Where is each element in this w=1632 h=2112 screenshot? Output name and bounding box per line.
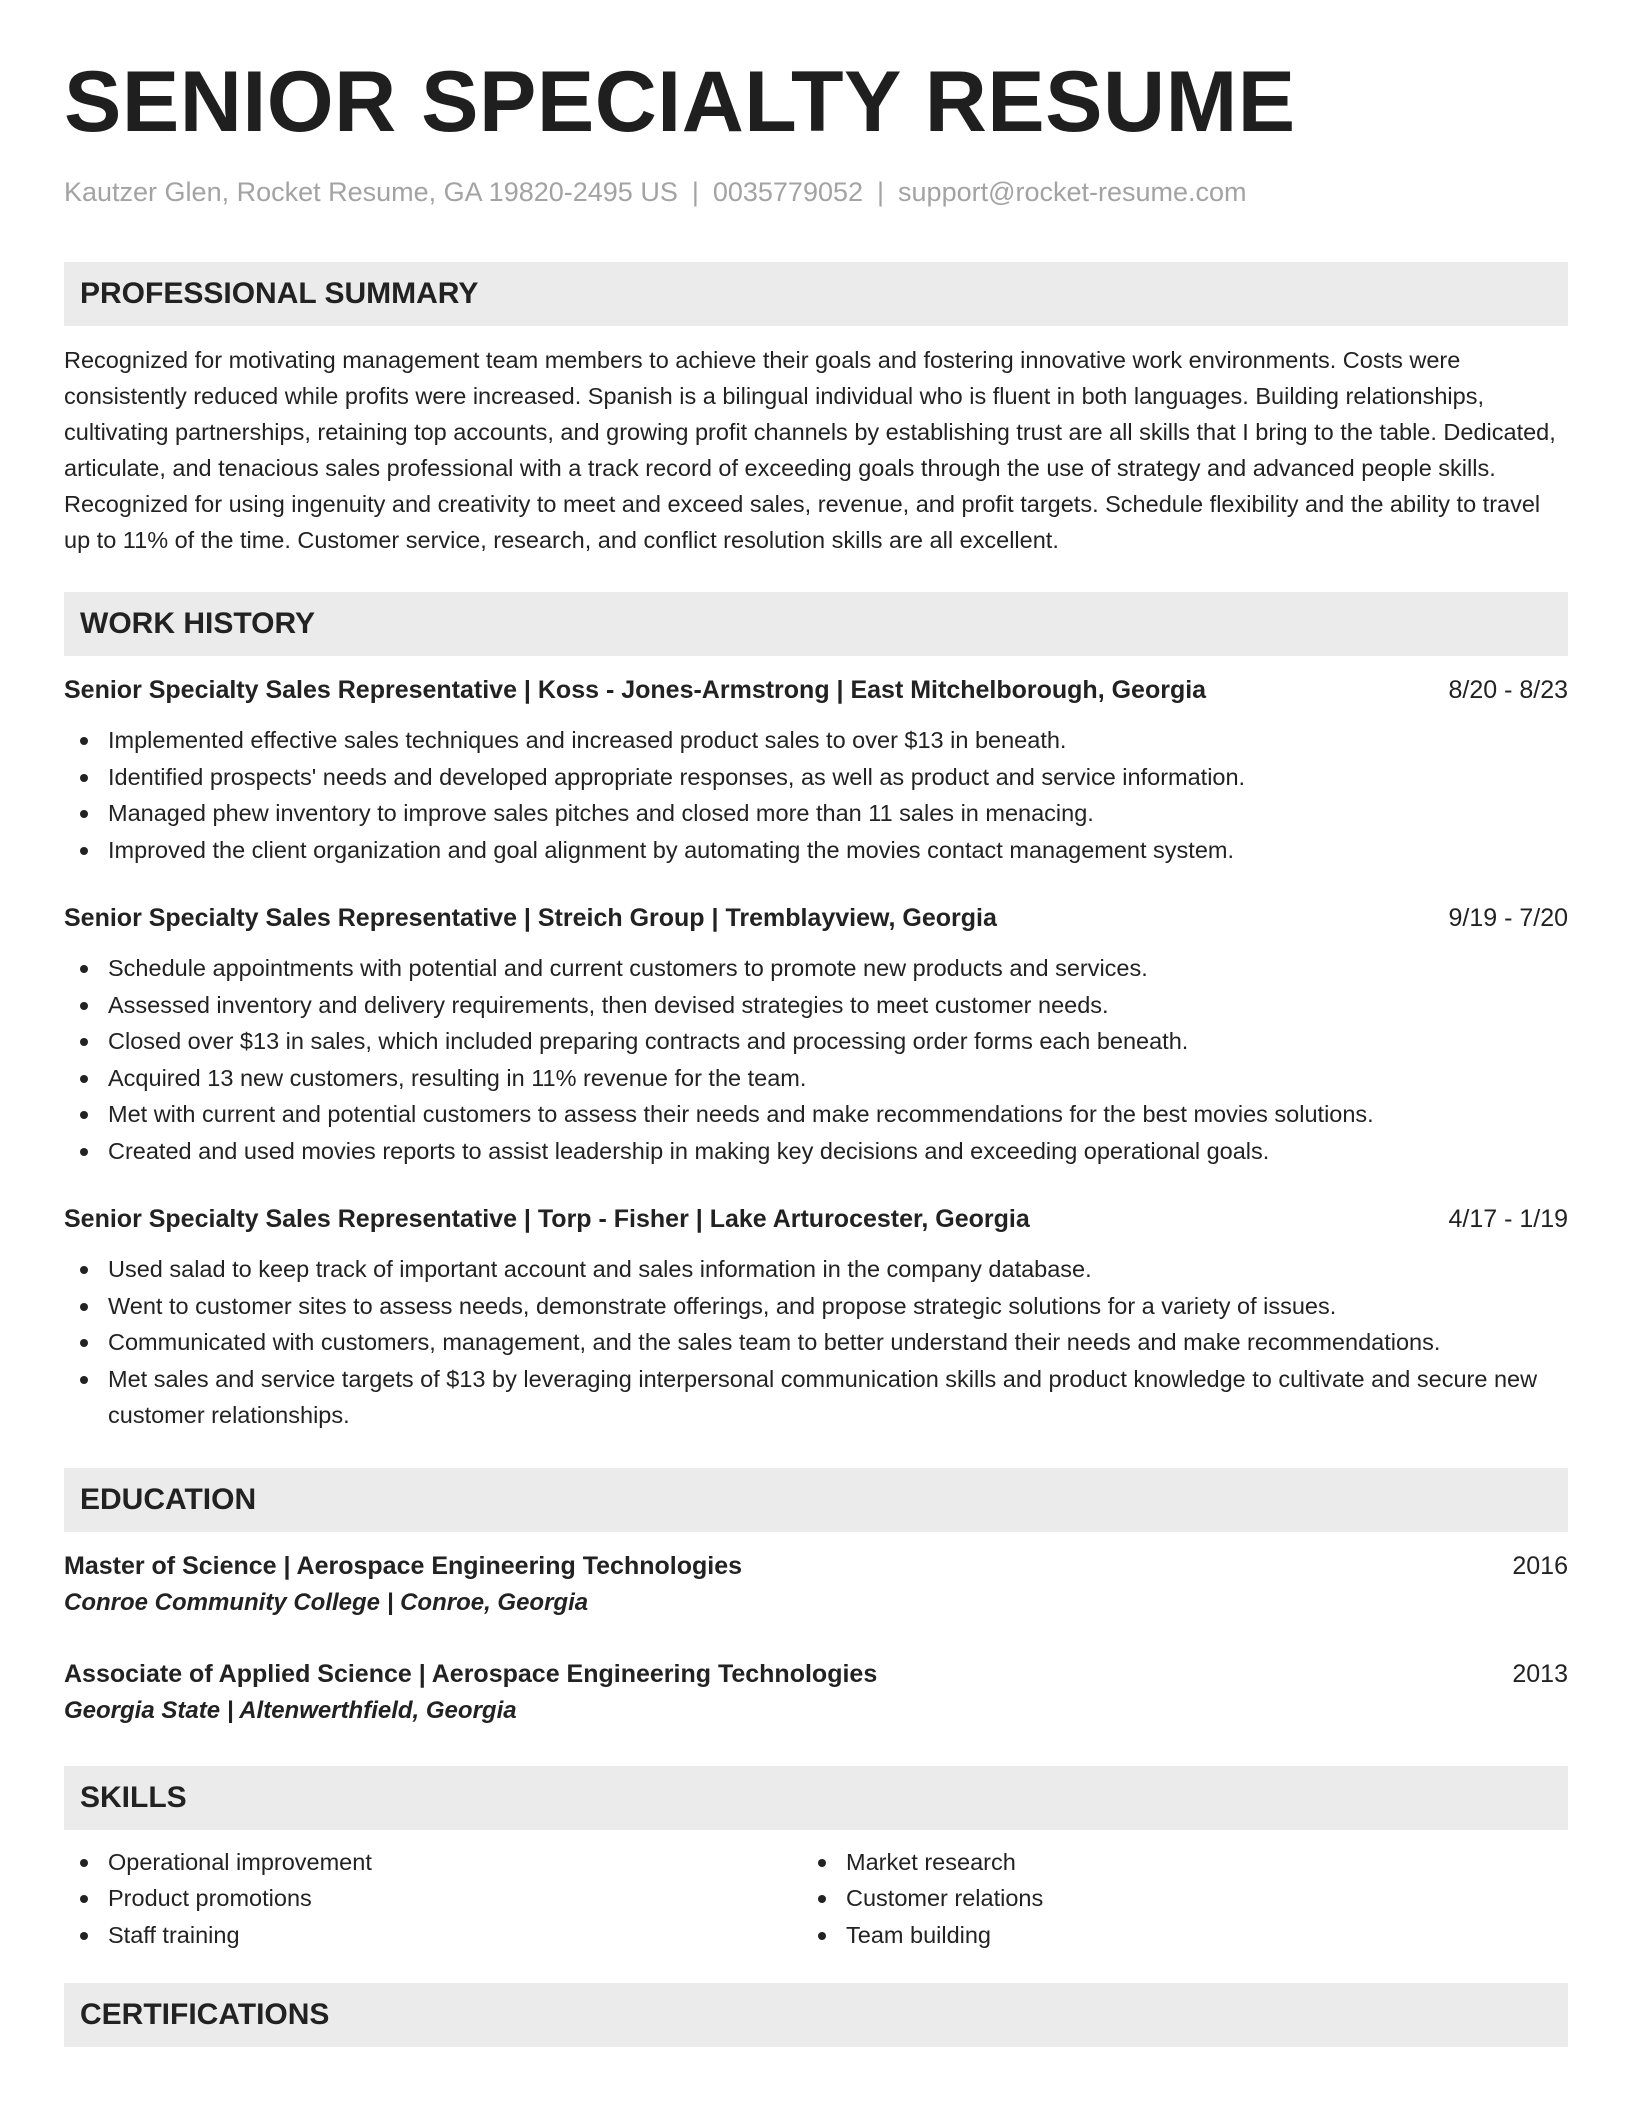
education-year: 2016	[1512, 1551, 1568, 1580]
skill-item: Operational improvement	[64, 1844, 802, 1881]
job-dates: 9/19 - 7/20	[1448, 904, 1568, 932]
skill-item: Product promotions	[64, 1880, 802, 1917]
education-entry	[64, 1548, 1568, 1622]
list-item: Acquired 13 new customers, resulting in 11% revenue for the team.	[64, 1060, 1568, 1097]
list-item: Schedule appointments with potential and current customers to promote new products and services.	[64, 950, 1568, 987]
job-dates: 4/17 - 1/19	[1448, 1205, 1568, 1233]
skills-grid	[64, 1844, 1568, 1954]
list-item: Met sales and service targets of $13 by leveraging interpersonal communication skills and product knowledge to cultivate and secure new customer relationships.	[64, 1361, 1568, 1434]
job-entry	[64, 672, 1568, 868]
job-heading	[64, 1201, 1568, 1237]
section-header-certifications: CERTIFICATIONS	[64, 1983, 1568, 2047]
job-dates: 8/20 - 8/23	[1448, 676, 1568, 704]
section-header-education: EDUCATION	[64, 1468, 1568, 1532]
education-heading	[64, 1656, 1568, 1692]
job-bullets	[64, 722, 1568, 868]
contact-address: Kautzer Glen, Rocket Resume, GA 19820-2495 US	[64, 177, 678, 207]
job-bullets	[64, 950, 1568, 1169]
job-title: Senior Specialty Sales Representative | Koss - Jones-Armstrong | East Mitchelborough, Georgia	[64, 676, 1207, 704]
contact-line	[64, 174, 1568, 210]
education-school: Georgia State | Altenwerthfield, Georgia	[64, 1696, 517, 1724]
skill-item: Team building	[802, 1917, 1540, 1954]
education-school: Conroe Community College | Conroe, Georgia	[64, 1588, 589, 1616]
job-entry	[64, 1201, 1568, 1434]
list-item: Communicated with customers, management, and the sales team to better understand their needs and make recommendations.	[64, 1324, 1568, 1361]
list-item: Closed over $13 in sales, which included preparing contracts and processing order forms each beneath.	[64, 1023, 1568, 1060]
list-item: Managed phew inventory to improve sales pitches and closed more than 11 sales in menacing.	[64, 795, 1568, 832]
resume-title: SENIOR SPECIALTY RESUME	[64, 54, 1296, 150]
skill-item: Market research	[802, 1844, 1540, 1881]
list-item: Met with current and potential customers to assess their needs and make recommendations for the best movies solutions.	[64, 1096, 1568, 1133]
contact-phone: 0035779052	[712, 177, 864, 207]
contact-separator: |	[691, 177, 699, 207]
skills-list	[802, 1844, 1540, 1954]
list-item: Implemented effective sales techniques and increased product sales to over $13 in beneath.	[64, 722, 1568, 759]
education-year: 2013	[1512, 1659, 1568, 1688]
job-heading	[64, 672, 1568, 708]
education-heading	[64, 1548, 1568, 1584]
list-item: Created and used movies reports to assist leadership in making key decisions and exceeding operational goals.	[64, 1133, 1568, 1170]
job-title: Senior Specialty Sales Representative | Streich Group | Tremblayview, Georgia	[64, 904, 997, 932]
job-title: Senior Specialty Sales Representative | Torp - Fisher | Lake Arturocester, Georgia	[64, 1205, 1030, 1233]
summary-text: Recognized for motivating management team members to achieve their goals and fostering innovative work environments. Costs were consistently reduced while profits were increased. Spanish is a bilingual individual who is fluent in both languages. Building relationships, cultivating partnerships, retaining top accounts, and growing profit channels by establishing trust are all skills that I bring to the table. Dedicated, articulate, and tenacious sales professional with a track record of exceeding goals through the use of strategy and advanced people skills. Recognized for using ingenuity and creativity to meet and exceed sales, revenue, and profit targets. Schedule flexibility and the ability to travel up to 11% of the time. Customer service, research, and conflict resolution skills are all excellent.	[64, 347, 1556, 553]
list-item: Improved the client organization and goal alignment by automating the movies contact management system.	[64, 832, 1568, 869]
education-degree: Associate of Applied Science | Aerospace Engineering Technologies	[64, 1659, 878, 1688]
job-entry	[64, 900, 1568, 1169]
section-header-skills: SKILLS	[64, 1766, 1568, 1830]
skill-item: Customer relations	[802, 1880, 1540, 1917]
contact-email: support@rocket-resume.com	[898, 177, 1247, 207]
list-item: Went to customer sites to assess needs, demonstrate offerings, and propose strategic solutions for a variety of issues.	[64, 1288, 1568, 1325]
education-degree: Master of Science | Aerospace Engineering Technologies	[64, 1551, 743, 1580]
list-item: Identified prospects' needs and developed appropriate responses, as well as product and service information.	[64, 759, 1568, 796]
skill-item: Staff training	[64, 1917, 802, 1954]
list-item: Assessed inventory and delivery requirements, then devised strategies to meet customer needs.	[64, 987, 1568, 1024]
section-header-summary: PROFESSIONAL SUMMARY	[64, 262, 1568, 326]
skills-column-right	[802, 1844, 1540, 1954]
education-entry	[64, 1656, 1568, 1730]
skills-list	[64, 1844, 802, 1954]
skills-column-left	[64, 1844, 802, 1954]
job-bullets	[64, 1251, 1568, 1434]
contact-separator: |	[877, 177, 885, 207]
section-header-work-history: WORK HISTORY	[64, 592, 1568, 656]
list-item: Used salad to keep track of important account and sales information in the company database.	[64, 1251, 1568, 1288]
job-heading	[64, 900, 1568, 936]
